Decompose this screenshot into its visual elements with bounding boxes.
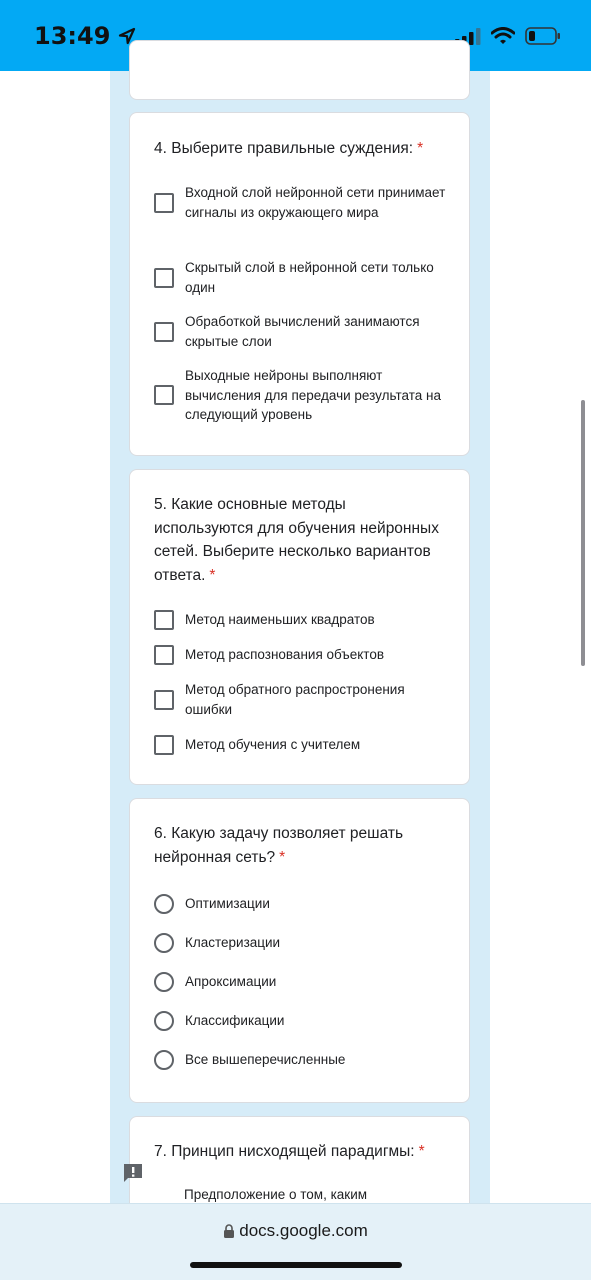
- feedback-icon[interactable]: [122, 1162, 144, 1184]
- checkbox[interactable]: [154, 385, 174, 405]
- checkbox-option[interactable]: [154, 183, 449, 222]
- browser-address-bar: [0, 1203, 591, 1280]
- checkbox-option[interactable]: [154, 735, 449, 755]
- checkbox[interactable]: [154, 690, 174, 710]
- radio-option[interactable]: [154, 894, 449, 914]
- option-label: Оптимизации: [185, 896, 270, 912]
- option-label: Метод обратного распростронения ошибки: [185, 682, 405, 717]
- radio-option[interactable]: [184, 1185, 449, 1205]
- checkbox-option[interactable]: [154, 645, 449, 665]
- radio-option[interactable]: [154, 1011, 449, 1031]
- time-text: 13:49: [34, 21, 111, 50]
- home-indicator[interactable]: [190, 1262, 402, 1268]
- radio-option[interactable]: [154, 1050, 449, 1070]
- question-title: 6. Какую задачу позволяет решать нейронная сеть? *: [154, 825, 404, 866]
- url-display[interactable]: [0, 1221, 591, 1241]
- checkbox-option[interactable]: [154, 680, 449, 719]
- question-title: 5. Какие основные методы используются для обучения нейронных сетей. Выберите несколько вариантов ответа. *: [154, 496, 439, 584]
- question-title: 7. Принцип нисходящей парадигмы: *: [154, 1143, 425, 1160]
- checkbox[interactable]: [154, 193, 174, 213]
- previous-question-card: [129, 40, 470, 100]
- checkbox-option[interactable]: [154, 366, 449, 425]
- option-label: Апроксимации: [185, 974, 277, 990]
- option-label: Метод наименьших квадратов: [185, 612, 375, 628]
- checkbox[interactable]: [154, 268, 174, 288]
- radio-option[interactable]: [154, 972, 449, 992]
- radio-button[interactable]: [154, 972, 174, 992]
- required-asterisk: *: [417, 140, 424, 157]
- option-label: Кластеризации: [185, 935, 281, 951]
- radio-button[interactable]: [154, 894, 174, 914]
- checkbox[interactable]: [154, 610, 174, 630]
- radio-button[interactable]: [154, 1050, 174, 1070]
- option-label: Все вышеперечисленные: [185, 1052, 346, 1068]
- battery-icon: [525, 27, 561, 45]
- option-label: Метод распознования объектов: [185, 647, 385, 663]
- checkbox-option[interactable]: [154, 312, 449, 351]
- option-label: Предположение о том, каким: [184, 1187, 368, 1202]
- radio-button[interactable]: [154, 933, 174, 953]
- radio-button[interactable]: [154, 1011, 174, 1031]
- status-time: [34, 22, 136, 50]
- lock-icon: [223, 1224, 235, 1238]
- checkbox[interactable]: [154, 735, 174, 755]
- option-label: Скрытый слой в нейронной сети только один: [185, 260, 434, 295]
- checkbox-option[interactable]: [154, 258, 449, 297]
- question-title: 4. Выберите правильные суждения: *: [154, 140, 424, 157]
- url-text: docs.google.com: [239, 1221, 368, 1240]
- radio-option[interactable]: [154, 933, 449, 953]
- required-asterisk: *: [279, 848, 286, 866]
- status-icons: [455, 27, 561, 45]
- option-label: Входной слой нейронной сети принимает сигналы из окружающего мира: [185, 185, 446, 220]
- question-card-5: [129, 469, 470, 785]
- option-label: Обработкой вычислений занимаются скрытые слои: [185, 314, 420, 349]
- required-asterisk: *: [418, 1143, 425, 1160]
- question-card-6: [129, 798, 470, 1103]
- question-card-4: [129, 112, 470, 456]
- checkbox[interactable]: [154, 645, 174, 665]
- option-label: Метод обучения с учителем: [185, 737, 361, 753]
- wifi-icon: [491, 27, 515, 45]
- required-asterisk: *: [209, 566, 216, 584]
- checkbox[interactable]: [154, 322, 174, 342]
- option-label: Классификации: [185, 1013, 285, 1029]
- checkbox-option[interactable]: [154, 610, 449, 630]
- page-scrollbar[interactable]: [581, 400, 585, 666]
- option-label: Выходные нейроны выполняют вычисления для передачи результата на следующий уровень: [185, 368, 441, 422]
